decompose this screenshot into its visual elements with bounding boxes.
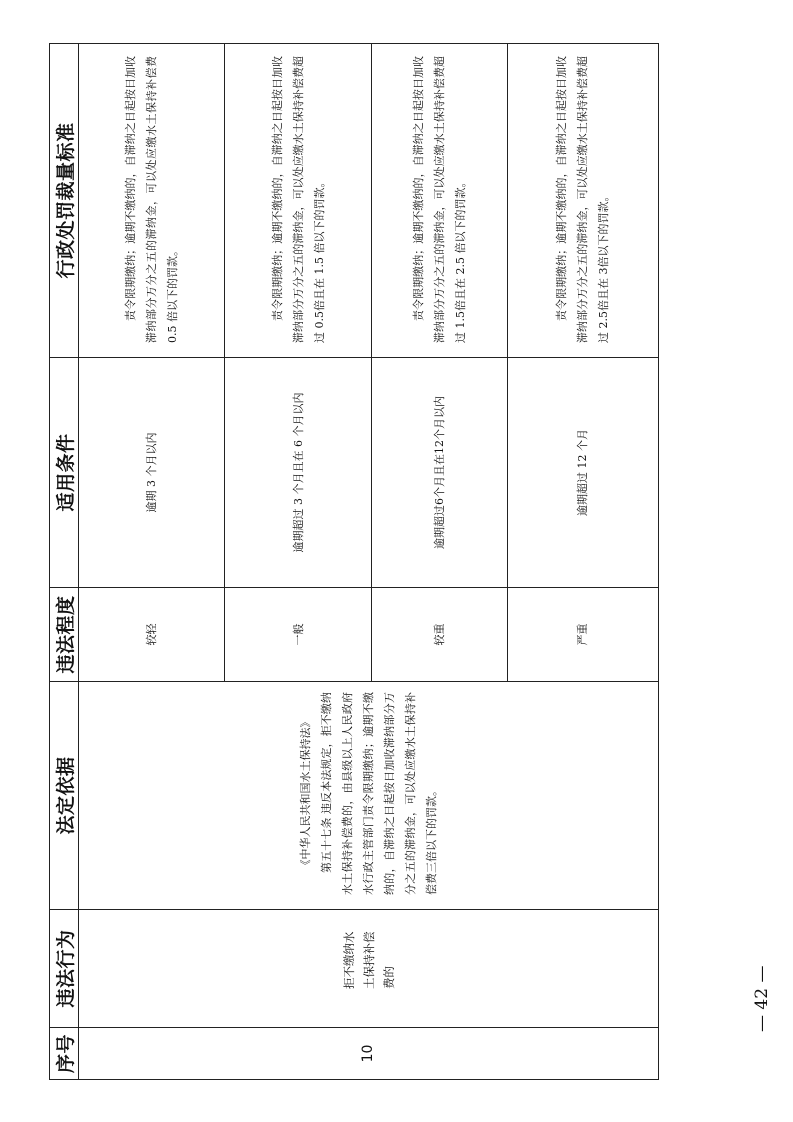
header-degree: 违法程度 bbox=[50, 588, 79, 682]
standard-text-2: 责令限期缴纳；逾期不缴纳的，自滞纳之日起按日加收滞纳部分万分之五的滞纳金，可以处应缴水土保持补偿费超过 0.5倍且在 1.5 倍以下的罚款。 bbox=[270, 56, 326, 343]
penalty-standard-table-wrapper bbox=[49, 44, 659, 1080]
condition-cell-1: 逾期 3 个月以内 bbox=[79, 358, 225, 588]
degree-cell-4: 严重 bbox=[507, 588, 658, 682]
behavior-cell: 拒不缴纳水土保持补偿费的 bbox=[79, 910, 659, 1028]
degree-cell-1: 较轻 bbox=[79, 588, 225, 682]
standard-cell-1 bbox=[79, 44, 225, 358]
degree-cell-3: 较重 bbox=[371, 588, 507, 682]
standard-cell-2 bbox=[225, 44, 371, 358]
degree-cell-2: 一般 bbox=[225, 588, 371, 682]
basis-title: 《中华人民共和国水土保持法》 bbox=[299, 716, 313, 871]
header-condition: 适用条件 bbox=[50, 358, 79, 588]
standard-text-1: 责令限期缴纳；逾期不缴纳的，自滞纳之日起按日加收滞纳部分万分之五的滞纳金，可以处应缴水土保持补偿费 0.5 倍以下的罚款。 bbox=[124, 56, 180, 343]
basis-cell bbox=[79, 682, 659, 910]
standard-cell-3 bbox=[371, 44, 507, 358]
condition-cell-2: 逾期超过 3 个月且在 6 个月以内 bbox=[225, 358, 371, 588]
header-behavior: 违法行为 bbox=[50, 910, 79, 1028]
condition-cell-4: 逾期超过 12 个月 bbox=[507, 358, 658, 588]
condition-cell-3: 逾期超过6个月且在12个月以内 bbox=[371, 358, 507, 588]
standard-text-4: 责令限期缴纳；逾期不缴纳的，自滞纳之日起按日加收滞纳部分万分之五的滞纳金，可以处应缴水土保持补偿费超过 2.5倍且在 3倍以下的罚款。 bbox=[555, 56, 611, 343]
table-row bbox=[79, 44, 225, 1080]
page-number: — 42 — bbox=[752, 965, 772, 1032]
standard-text-3: 责令限期缴纳；逾期不缴纳的，自滞纳之日起按日加收滞纳部分万分之五的滞纳金，可以处应缴水土保持补偿费超过 1.5倍且在 2.5 倍以下的罚款。 bbox=[411, 56, 467, 343]
basis-body: 第五十七条 违反本法规定，拒不缴纳水土保持补偿费的，由县级以上人民政府水行政主管部门责令限期缴纳；逾期不缴纳的，自滞纳之日起按日加收滞纳部分万分之五的滞纳金，可以处应缴水土保持补偿费三倍以下的罚款。 bbox=[320, 692, 439, 895]
seq-cell: 10 bbox=[79, 1028, 659, 1080]
header-seq: 序号 bbox=[50, 1028, 79, 1080]
header-basis: 法定依据 bbox=[50, 682, 79, 910]
standard-cell-4 bbox=[507, 44, 658, 358]
penalty-standard-table bbox=[49, 43, 659, 1080]
header-row bbox=[50, 44, 79, 1080]
header-standard: 行政处罚裁量标准 bbox=[50, 44, 79, 358]
